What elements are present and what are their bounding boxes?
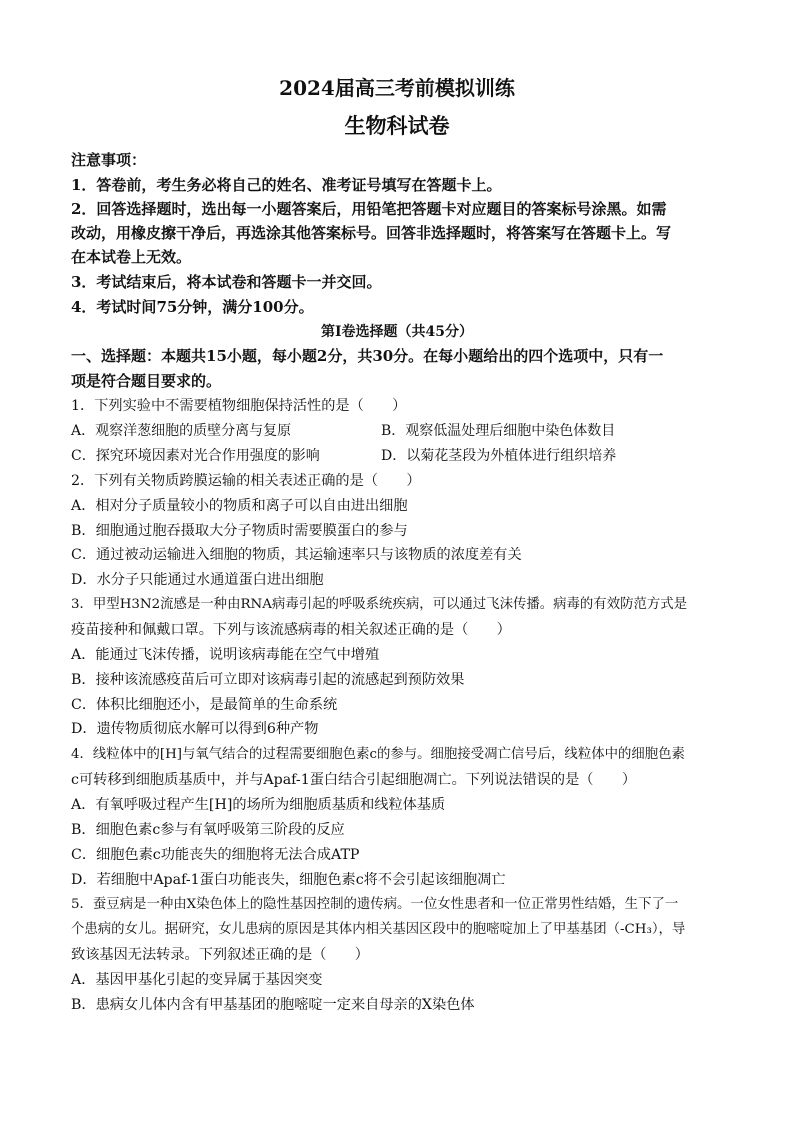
notice-item: 1．答卷前，考生务必将自己的姓名、准考证号填写在答题卡上。 <box>71 176 502 194</box>
exam-subject: 生物科试卷 <box>344 113 450 138</box>
section-title: 第Ⅰ卷选择题（共45分） <box>320 324 474 340</box>
option-c: C．探究环境因素对光合作用强度的影响 <box>71 448 320 464</box>
question-stem: 5．蚕豆病是一种由X染色体上的隐性基因控制的遗传病。一位女性患者和一位正常男性结婚，生下了一 <box>71 897 679 912</box>
question-stem: 1．下列实验中不需要植物细胞保持活性的是（ ） <box>71 398 407 414</box>
option-a: A．能通过飞沫传播，说明该病毒能在空气中增殖 <box>71 647 380 663</box>
option-b: B．患病女儿体内含有甲基基团的胞嘧啶一定来自母亲的X染色体 <box>71 997 475 1013</box>
option-c: C．体积比细胞还小，是最简单的生命系统 <box>71 697 338 713</box>
option-d: D．水分子只能通过水通道蛋白进出细胞 <box>71 572 324 588</box>
notice-heading: 注意事项： <box>71 151 147 169</box>
exam-title: 2024届高三考前模拟训练 <box>279 76 515 100</box>
option-a: A．观察洋葱细胞的质壁分离与复原 <box>71 423 292 439</box>
section-intro: 一、选择题：本题共15小题，每小题2分，共30分。在每小题给出的四个选项中，只有一 <box>71 347 664 365</box>
option-b: B．接种该流感疫苗后可立即对该病毒引起的流感起到预防效果 <box>71 672 465 688</box>
option-a: A．相对分子质量较小的物质和离子可以自由进出细胞 <box>71 498 408 514</box>
question-stem: 4．线粒体中的[H]与氧气结合的过程需要细胞色素c的参与。细胞接受凋亡信号后，线粒体中的细胞色素 <box>71 747 685 762</box>
question-stem: 疫苗接种和佩戴口罩。下列与该流感病毒的相关叙述正确的是（ ） <box>71 622 511 638</box>
notice-item: 3．考试结束后，将本试卷和答题卡一并交回。 <box>71 273 382 291</box>
option-d: D．若细胞中Apaf-1蛋白功能丧失，细胞色素c将不会引起该细胞凋亡 <box>71 872 506 888</box>
option-d: D．遗传物质彻底水解可以得到6种产物 <box>71 721 319 737</box>
notice-item: 2．回答选择题时，选出每一小题答案后，用铅笔把答题卡对应题目的答案标号涂黑。如需 <box>71 200 667 218</box>
question-stem: 致该基因无法转录。下列叙述正确的是（ ） <box>71 947 369 963</box>
notice-item: 在本试卷上无效。 <box>71 248 192 266</box>
section-intro: 项是符合题目要求的。 <box>71 372 222 390</box>
option-b: B．细胞通过胞吞摄取大分子物质时需要膜蛋白的参与 <box>71 523 408 539</box>
question-stem: 个患病的女儿。据研究，女儿患病的原因是其体内相关基因区段中的胞嘧啶加上了甲基基团（-CH₃），导 <box>71 922 686 937</box>
question-stem: 2．下列有关物质跨膜运输的相关表述正确的是（ ） <box>71 473 421 489</box>
option-d: D．以菊花茎段为外植体进行组织培养 <box>381 448 617 464</box>
option-a: A．有氧呼吸过程产生[H]的场所为细胞质基质和线粒体基质 <box>71 797 446 813</box>
option-c: C．细胞色素c功能丧失的细胞将无法合成ATP <box>71 847 360 863</box>
question-stem: 3．甲型H3N2流感是一种由RNA病毒引起的呼吸系统疾病，可以通过飞沫传播。病毒的有效防范方式是 <box>71 597 688 612</box>
option-b: B．细胞色素c参与有氧呼吸第三阶段的反应 <box>71 822 345 838</box>
option-b: B．观察低温处理后细胞中染色体数目 <box>381 423 616 439</box>
option-c: C．通过被动运输进入细胞的物质，其运输速率只与该物质的浓度差有关 <box>71 547 522 563</box>
notice-item: 4．考试时间75分钟，满分100分。 <box>71 298 314 316</box>
notice-item: 改动，用橡皮擦干净后，再选涂其他答案标号。回答非选择题时，将答案写在答题卡上。写 <box>71 224 672 242</box>
option-a: A．基因甲基化引起的变异属于基因突变 <box>71 972 323 988</box>
question-stem: c可转移到细胞质基质中，并与Apaf-1蛋白结合引起细胞凋亡。下列说法错误的是（ ） <box>71 772 637 788</box>
